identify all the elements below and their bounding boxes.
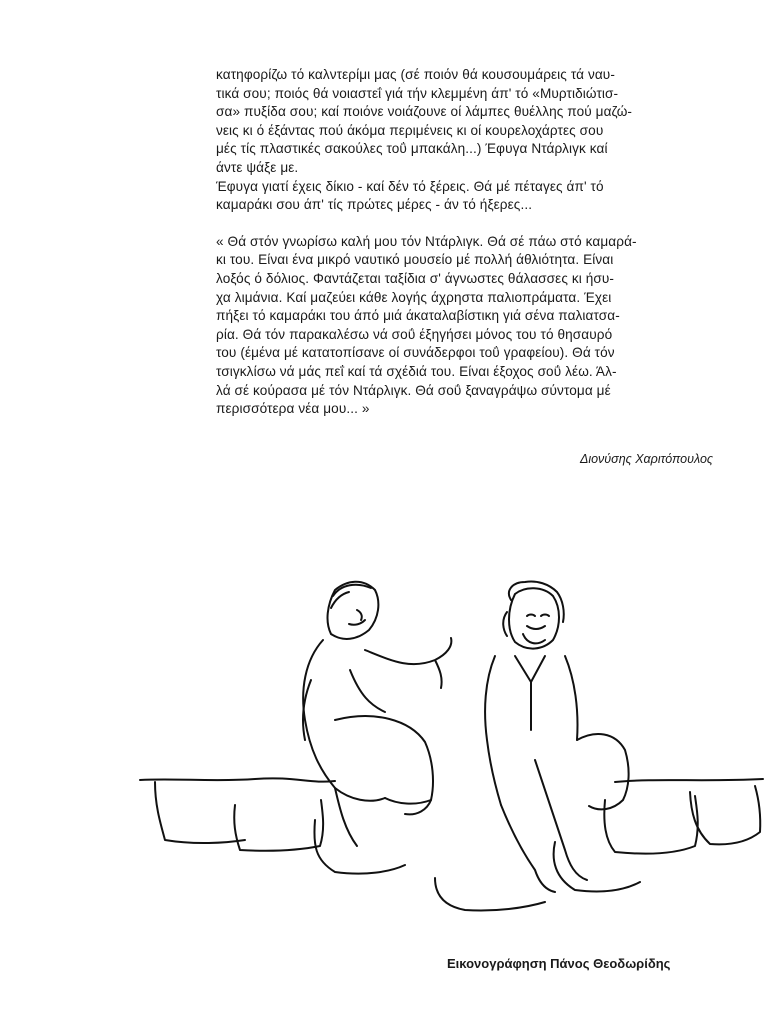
sketch-illustration [135,560,765,940]
text-line: ρία. Θά τόν παρακαλέσω νά σοΰ έξηγήσει μόνος του τό θησαυρό [216,326,613,342]
text-line: τικά σου; ποιός θά νοιαστεΐ γιά τήν κλεμμένη άπ' τό «Μυρτιδιώτισ- [216,85,619,101]
text-line: Έφυγα γιατί έχεις δίκιο - καί δέν τό ξέρεις. Θά μέ πέταγες άπ' τό [216,178,604,194]
text-line: κατηφορίζω τό καλντερίμι μας (σέ ποιόν θά κουσουμάρεις τά ναυ- [216,67,615,82]
text-line: σα» πυξίδα σου; καί ποιόνε νοιάζουνε οί λάμπες θυέλλης πού μαζώ- [216,104,633,120]
right-figure-legs [501,734,629,892]
paragraph-2 [216,233,736,419]
left-figure-arm [365,638,451,688]
article-text [216,66,736,419]
right-figure-head [509,588,559,648]
text-line: πήξει τό καμαράκι του άπό μιά άκαταλαβίστικη γιά σένα παλιατσα- [216,308,620,324]
text-line: λά σέ κούρασα μέ τόν Ντάρλιγκ. Θά σοΰ ξαναγράψω σύντομα μέ [216,382,611,398]
stone-outline [435,878,545,911]
text-line: άντε ψάξε με. [216,159,299,175]
left-figure-face [349,610,365,625]
text-line: μές τίς πλαστικές σακούλες τοΰ μπακάλη...) Έφυγα Ντάρλιγκ καί [216,141,608,157]
text-line: καμαράκι σου άπ' τίς πρώτες μέρες - άν τό ήξερες... [216,197,533,213]
paragraph-gap [216,215,736,233]
stone-outline [155,782,245,843]
paragraph-1 [216,66,736,215]
left-figure-body [303,640,385,801]
author-signature: Διονύσης Χαριτόπουλος [579,452,713,466]
right-figure-legs [535,760,587,880]
text-line: χα λιμάνια. Καί μαζεύει κάθε λογής άχρηστα παλιοπράματα. Έχει [216,289,612,305]
text-line: νεις κι ό έξάντας πού άκόμα περιμένεις κι οί κουρελοχάρτες σου [216,122,604,138]
right-figure-face [527,615,549,617]
text-line: λοξός ό δόλιος. Φαντάζεται ταξίδια σ' άγνωστες θάλασσες κι ήσυ- [216,270,615,286]
stone-outline [690,786,760,844]
ledge-line [615,779,763,782]
left-figure-coat [303,670,385,740]
illustration-credit: Εικονογράφηση Πάνος Θεοδωρίδης [447,956,671,971]
text-line: κι του. Είναι ένα μικρό ναυτικό μουσείο μέ πολλή άθλιότητα. Είναι [216,252,614,268]
ledge-line [140,778,335,781]
stone-outline [314,820,405,874]
left-figure-legs [335,716,433,814]
text-line: « Θά στόν γνωρίσω καλή μου τόν Ντάρλιγκ. Θά σέ πάω στό καμαρά- [216,233,637,249]
text-line: τσιγκλίσω νά μάς πεΐ καί τά σχέδιά του. Είναι έξοχος σοΰ λέω. Άλ- [216,363,617,379]
stone-outline [554,842,640,892]
right-figure-lapel [515,656,545,730]
stone-outline [234,800,323,851]
left-figure-head [328,582,379,639]
text-line: του (έμένα μέ κατατοπίσανε οί συνάδερφοι τοΰ γραφείου). Θά τόν [216,345,615,361]
right-figure-beard [523,626,545,643]
text-line: περισσότερα νέα μου... » [216,401,370,417]
